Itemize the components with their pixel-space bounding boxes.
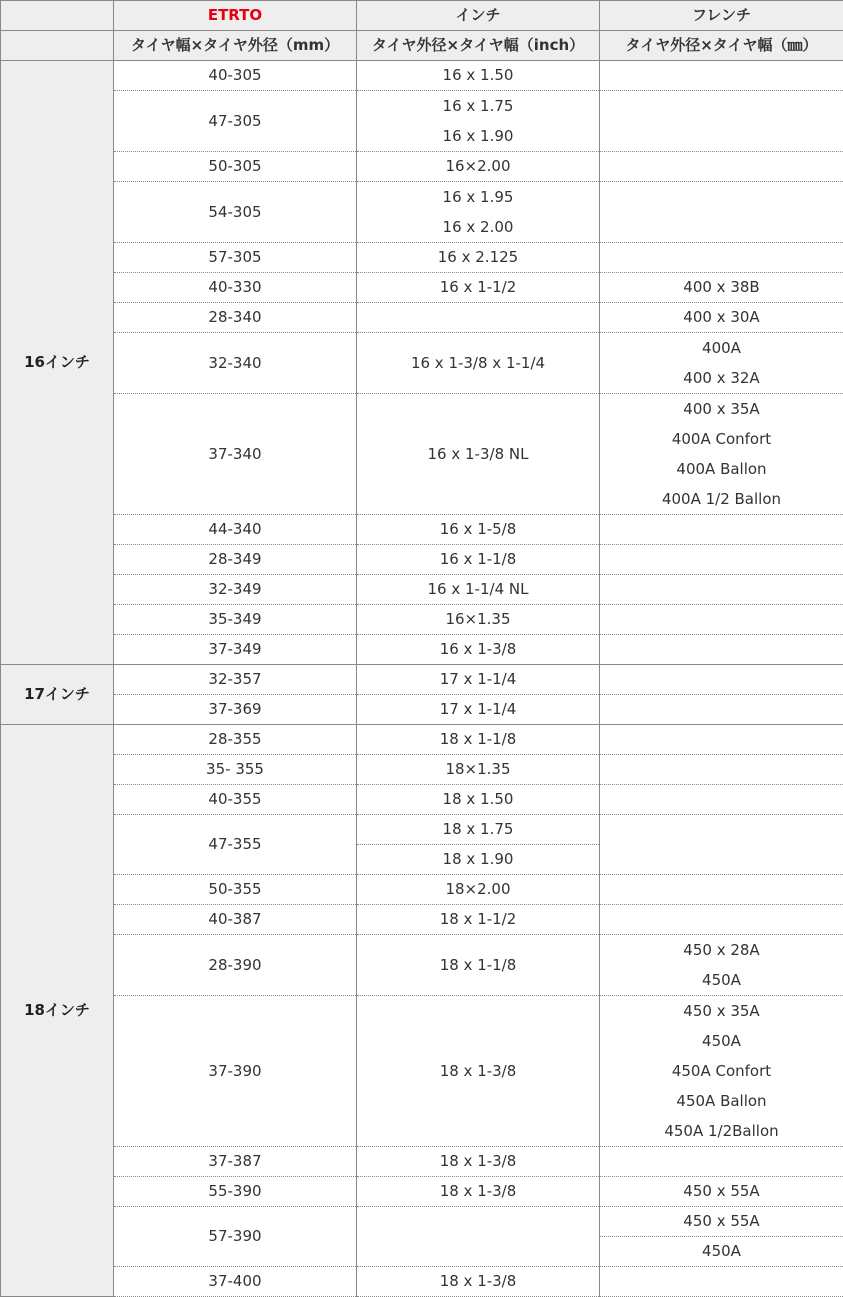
etrto-cell: 32-357 xyxy=(114,665,357,695)
french-cell-line: 400 x 32A xyxy=(600,363,843,393)
inch-cell: 16 x 1-1/8 xyxy=(357,545,600,575)
group-label: 17インチ xyxy=(1,665,114,725)
inch-cell: 16 x 1-3/8 NL xyxy=(357,394,600,515)
french-cell xyxy=(600,605,843,635)
inch-cell: 18 x 1-1/8 xyxy=(357,935,600,996)
etrto-cell: 35- 355 xyxy=(114,755,357,785)
french-cell-line: 450A xyxy=(600,1026,843,1056)
french-cell xyxy=(600,91,843,152)
french-cell xyxy=(600,935,843,996)
etrto-cell: 50-355 xyxy=(114,875,357,905)
etrto-cell: 40-330 xyxy=(114,273,357,303)
etrto-cell: 40-305 xyxy=(114,61,357,91)
inch-cell xyxy=(357,1207,600,1267)
header-etrto: ETRTO xyxy=(114,1,357,31)
header-french-format: タイヤ外径×タイヤ幅（㎜） xyxy=(600,31,843,61)
etrto-cell: 32-340 xyxy=(114,333,357,394)
french-cell xyxy=(600,996,843,1147)
etrto-cell: 28-355 xyxy=(114,725,357,755)
etrto-cell: 28-349 xyxy=(114,545,357,575)
etrto-cell: 37-349 xyxy=(114,635,357,665)
french-cell: 450 x 55A xyxy=(600,1207,843,1237)
table-row xyxy=(1,545,843,575)
inch-cell: 18 x 1-3/8 xyxy=(357,996,600,1147)
french-cell xyxy=(600,1267,843,1297)
inch-cell: 16 x 1-3/8 xyxy=(357,635,600,665)
table-row xyxy=(1,303,843,333)
inch-cell: 16×2.00 xyxy=(357,152,600,182)
french-cell-line: 400 x 35A xyxy=(600,394,843,424)
inch-cell: 18 x 1-1/8 xyxy=(357,725,600,755)
table-row xyxy=(1,273,843,303)
table-row xyxy=(1,755,843,785)
header-row-2 xyxy=(1,31,843,61)
table-row xyxy=(1,91,843,152)
etrto-cell: 47-355 xyxy=(114,815,357,875)
table-row xyxy=(1,725,843,755)
table-row xyxy=(1,1177,843,1207)
etrto-cell: 55-390 xyxy=(114,1177,357,1207)
etrto-cell: 28-390 xyxy=(114,935,357,996)
table-row xyxy=(1,61,843,91)
table-row xyxy=(1,1147,843,1177)
etrto-cell: 37-387 xyxy=(114,1147,357,1177)
inch-cell: 18 x 1.90 xyxy=(357,845,600,875)
table-row xyxy=(1,1207,843,1237)
header-etrto-format: タイヤ幅×タイヤ外径（mm） xyxy=(114,31,357,61)
inch-cell: 18 x 1-3/8 xyxy=(357,1147,600,1177)
group-label: 16インチ xyxy=(1,61,114,665)
inch-cell xyxy=(357,182,600,243)
header-row-1 xyxy=(1,1,843,31)
french-cell xyxy=(600,182,843,243)
inch-cell: 18 x 1.50 xyxy=(357,785,600,815)
etrto-cell: 37-400 xyxy=(114,1267,357,1297)
inch-cell: 18 x 1.75 xyxy=(357,815,600,845)
header-inch: インチ xyxy=(357,1,600,31)
french-cell xyxy=(600,665,843,695)
inch-cell: 16 x 1.50 xyxy=(357,61,600,91)
header-inch-format: タイヤ外径×タイヤ幅（inch） xyxy=(357,31,600,61)
etrto-cell: 57-305 xyxy=(114,243,357,273)
etrto-cell: 28-340 xyxy=(114,303,357,333)
french-cell-line: 400A Ballon xyxy=(600,454,843,484)
french-cell-line: 400A Confort xyxy=(600,424,843,454)
french-cell xyxy=(600,725,843,755)
etrto-cell: 47-305 xyxy=(114,91,357,152)
french-cell xyxy=(600,905,843,935)
header-french: フレンチ xyxy=(600,1,843,31)
french-cell xyxy=(600,243,843,273)
table-row xyxy=(1,875,843,905)
french-cell xyxy=(600,575,843,605)
french-cell: 400 x 38B xyxy=(600,273,843,303)
table-row xyxy=(1,333,843,394)
table-row xyxy=(1,665,843,695)
french-cell-line: 450A Ballon xyxy=(600,1086,843,1116)
inch-cell: 16×1.35 xyxy=(357,605,600,635)
group-label: 18インチ xyxy=(1,725,114,1297)
french-cell-line: 450A Confort xyxy=(600,1056,843,1086)
table-row xyxy=(1,182,843,243)
french-cell xyxy=(600,152,843,182)
french-cell-line: 450A 1/2Ballon xyxy=(600,1116,843,1146)
french-cell xyxy=(600,815,843,875)
table-row xyxy=(1,575,843,605)
table-body xyxy=(1,61,843,1297)
french-cell: 400 x 30A xyxy=(600,303,843,333)
french-cell xyxy=(600,333,843,394)
table-row xyxy=(1,815,843,845)
french-cell xyxy=(600,545,843,575)
french-cell-line: 450 x 28A xyxy=(600,935,843,965)
inch-cell: 18×2.00 xyxy=(357,875,600,905)
french-cell xyxy=(600,695,843,725)
inch-cell: 17 x 1-1/4 xyxy=(357,665,600,695)
table-row xyxy=(1,1267,843,1297)
etrto-cell: 40-387 xyxy=(114,905,357,935)
etrto-cell: 44-340 xyxy=(114,515,357,545)
table-row xyxy=(1,605,843,635)
inch-cell: 16 x 1-1/4 NL xyxy=(357,575,600,605)
inch-cell: 16 x 2.125 xyxy=(357,243,600,273)
inch-cell: 16 x 1-1/2 xyxy=(357,273,600,303)
french-cell-line: 400A xyxy=(600,333,843,363)
table-row xyxy=(1,996,843,1147)
inch-cell xyxy=(357,91,600,152)
french-cell xyxy=(600,1147,843,1177)
table-row xyxy=(1,905,843,935)
inch-cell-line: 16 x 1.90 xyxy=(357,121,599,151)
header-corner-2 xyxy=(1,31,114,61)
french-cell xyxy=(600,755,843,785)
french-cell: 450A xyxy=(600,1237,843,1267)
header-corner xyxy=(1,1,114,31)
french-cell xyxy=(600,635,843,665)
inch-cell: 18 x 1-1/2 xyxy=(357,905,600,935)
french-cell xyxy=(600,515,843,545)
table-row xyxy=(1,635,843,665)
french-cell-line: 400A 1/2 Ballon xyxy=(600,484,843,514)
table-row xyxy=(1,935,843,996)
inch-cell: 18 x 1-3/8 xyxy=(357,1267,600,1297)
etrto-cell: 40-355 xyxy=(114,785,357,815)
french-cell: 450 x 55A xyxy=(600,1177,843,1207)
inch-cell-line: 16 x 1.75 xyxy=(357,91,599,121)
table-row xyxy=(1,152,843,182)
table-row xyxy=(1,695,843,725)
french-cell-line: 450A xyxy=(600,965,843,995)
inch-cell-line: 16 x 2.00 xyxy=(357,212,599,242)
etrto-cell: 37-340 xyxy=(114,394,357,515)
inch-cell: 18 x 1-3/8 xyxy=(357,1177,600,1207)
french-cell xyxy=(600,785,843,815)
etrto-cell: 57-390 xyxy=(114,1207,357,1267)
table-row xyxy=(1,394,843,515)
french-cell xyxy=(600,875,843,905)
french-cell xyxy=(600,394,843,515)
etrto-cell: 37-369 xyxy=(114,695,357,725)
table-row xyxy=(1,243,843,273)
inch-cell-line: 16 x 1.95 xyxy=(357,182,599,212)
etrto-cell: 32-349 xyxy=(114,575,357,605)
inch-cell: 16 x 1-3/8 x 1-1/4 xyxy=(357,333,600,394)
inch-cell: 18×1.35 xyxy=(357,755,600,785)
french-cell xyxy=(600,61,843,91)
etrto-cell: 50-305 xyxy=(114,152,357,182)
etrto-cell: 35-349 xyxy=(114,605,357,635)
etrto-cell: 37-390 xyxy=(114,996,357,1147)
inch-cell: 16 x 1-5/8 xyxy=(357,515,600,545)
etrto-cell: 54-305 xyxy=(114,182,357,243)
table-row xyxy=(1,515,843,545)
table-row xyxy=(1,785,843,815)
french-cell-line: 450 x 35A xyxy=(600,996,843,1026)
inch-cell xyxy=(357,303,600,333)
inch-cell: 17 x 1-1/4 xyxy=(357,695,600,725)
